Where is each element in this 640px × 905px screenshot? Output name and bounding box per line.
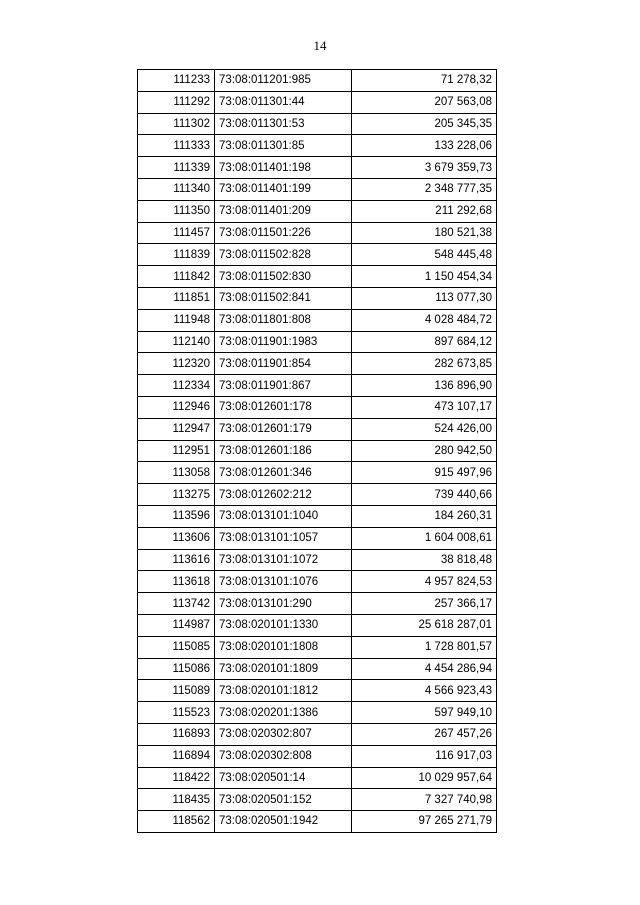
table-row [138, 113, 497, 135]
cadastral-value-cell: 113 077,30 [352, 287, 497, 309]
cadastral-value-cell: 136 896,90 [352, 375, 497, 397]
cadastral-value-cell: 116 917,03 [352, 745, 497, 767]
cadastral-number-cell: 73:08:013101:1076 [215, 571, 352, 593]
object-id-cell: 113058 [138, 462, 215, 484]
cadastral-value-cell: 597 949,10 [352, 702, 497, 724]
object-id-cell: 111339 [138, 157, 215, 179]
cadastral-value-cell: 205 345,35 [352, 113, 497, 135]
cadastral-value-cell: 280 942,50 [352, 440, 497, 462]
cadastral-number-cell: 73:08:020101:1809 [215, 658, 352, 680]
table-row [138, 287, 497, 309]
table-row [138, 702, 497, 724]
cadastral-number-cell: 73:08:020501:1942 [215, 811, 352, 833]
object-id-cell: 111340 [138, 178, 215, 200]
cadastral-number-cell: 73:08:011502:828 [215, 244, 352, 266]
object-id-cell: 118562 [138, 811, 215, 833]
table-row [138, 571, 497, 593]
cadastral-value-cell: 282 673,85 [352, 353, 497, 375]
cadastral-value-cell: 71 278,32 [352, 70, 497, 92]
table-row [138, 811, 497, 833]
cadastral-value-cell: 133 228,06 [352, 135, 497, 157]
object-id-cell: 118422 [138, 767, 215, 789]
table-body [138, 70, 497, 833]
cadastral-value-cell: 207 563,08 [352, 91, 497, 113]
object-id-cell: 111302 [138, 113, 215, 135]
cadastral-value-cell: 211 292,68 [352, 200, 497, 222]
cadastral-number-cell: 73:08:011301:44 [215, 91, 352, 113]
cadastral-value-cell: 1 604 008,61 [352, 527, 497, 549]
cadastral-number-cell: 73:08:020101:1330 [215, 614, 352, 636]
cadastral-number-cell: 73:08:011201:985 [215, 70, 352, 92]
table-row [138, 789, 497, 811]
object-id-cell: 112946 [138, 396, 215, 418]
table-row [138, 222, 497, 244]
object-id-cell: 113275 [138, 484, 215, 506]
table-row [138, 745, 497, 767]
object-id-cell: 115089 [138, 680, 215, 702]
table-row [138, 614, 497, 636]
cadastral-value-cell: 97 265 271,79 [352, 811, 497, 833]
cadastral-value-cell: 180 521,38 [352, 222, 497, 244]
object-id-cell: 111948 [138, 309, 215, 331]
object-id-cell: 112334 [138, 375, 215, 397]
cadastral-number-cell: 73:08:011301:53 [215, 113, 352, 135]
object-id-cell: 111839 [138, 244, 215, 266]
table-row [138, 658, 497, 680]
cadastral-value-cell: 10 029 957,64 [352, 767, 497, 789]
object-id-cell: 111842 [138, 266, 215, 288]
object-id-cell: 112947 [138, 418, 215, 440]
table-row [138, 309, 497, 331]
cadastral-number-cell: 73:08:011401:199 [215, 178, 352, 200]
object-id-cell: 113596 [138, 505, 215, 527]
cadastral-number-cell: 73:08:012601:179 [215, 418, 352, 440]
object-id-cell: 116894 [138, 745, 215, 767]
table-row [138, 70, 497, 92]
object-id-cell: 114987 [138, 614, 215, 636]
cadastral-number-cell: 73:08:011502:830 [215, 266, 352, 288]
table-row [138, 767, 497, 789]
object-id-cell: 111333 [138, 135, 215, 157]
table-row [138, 91, 497, 113]
cadastral-value-cell: 1 150 454,34 [352, 266, 497, 288]
cadastral-value-table [137, 69, 497, 833]
cadastral-value-cell: 4 566 923,43 [352, 680, 497, 702]
cadastral-value-cell: 4 454 286,94 [352, 658, 497, 680]
object-id-cell: 113618 [138, 571, 215, 593]
table-row [138, 353, 497, 375]
object-id-cell: 112140 [138, 331, 215, 353]
cadastral-number-cell: 73:08:013101:1057 [215, 527, 352, 549]
object-id-cell: 118435 [138, 789, 215, 811]
table-row [138, 396, 497, 418]
table-row [138, 331, 497, 353]
cadastral-value-cell: 473 107,17 [352, 396, 497, 418]
object-id-cell: 112320 [138, 353, 215, 375]
cadastral-number-cell: 73:08:011801:808 [215, 309, 352, 331]
object-id-cell: 111292 [138, 91, 215, 113]
table-row [138, 462, 497, 484]
object-id-cell: 112951 [138, 440, 215, 462]
cadastral-number-cell: 73:08:012601:186 [215, 440, 352, 462]
cadastral-value-cell: 915 497,96 [352, 462, 497, 484]
cadastral-value-cell: 897 684,12 [352, 331, 497, 353]
table-row [138, 157, 497, 179]
object-id-cell: 116893 [138, 723, 215, 745]
table-row [138, 484, 497, 506]
cadastral-number-cell: 73:08:013101:1040 [215, 505, 352, 527]
cadastral-value-cell: 4 028 484,72 [352, 309, 497, 331]
cadastral-number-cell: 73:08:012601:346 [215, 462, 352, 484]
table-row [138, 266, 497, 288]
cadastral-value-cell: 257 366,17 [352, 593, 497, 615]
table-row [138, 680, 497, 702]
cadastral-number-cell: 73:08:020101:1808 [215, 636, 352, 658]
cadastral-number-cell: 73:08:020201:1386 [215, 702, 352, 724]
table-row [138, 636, 497, 658]
cadastral-value-cell: 524 426,00 [352, 418, 497, 440]
table-row [138, 549, 497, 571]
cadastral-value-cell: 3 679 359,73 [352, 157, 497, 179]
object-id-cell: 113606 [138, 527, 215, 549]
cadastral-number-cell: 73:08:012602:212 [215, 484, 352, 506]
cadastral-number-cell: 73:08:011301:85 [215, 135, 352, 157]
cadastral-number-cell: 73:08:011401:209 [215, 200, 352, 222]
cadastral-value-cell: 184 260,31 [352, 505, 497, 527]
object-id-cell: 115085 [138, 636, 215, 658]
object-id-cell: 115523 [138, 702, 215, 724]
cadastral-value-cell: 1 728 801,57 [352, 636, 497, 658]
cadastral-value-cell: 7 327 740,98 [352, 789, 497, 811]
cadastral-value-cell: 267 457,26 [352, 723, 497, 745]
cadastral-value-cell: 548 445,48 [352, 244, 497, 266]
object-id-cell: 113616 [138, 549, 215, 571]
table-row [138, 593, 497, 615]
cadastral-number-cell: 73:08:011502:841 [215, 287, 352, 309]
cadastral-number-cell: 73:08:020302:807 [215, 723, 352, 745]
cadastral-number-cell: 73:08:020302:808 [215, 745, 352, 767]
cadastral-number-cell: 73:08:012601:178 [215, 396, 352, 418]
object-id-cell: 113742 [138, 593, 215, 615]
table-row [138, 135, 497, 157]
page-number: 14 [313, 38, 327, 53]
cadastral-number-cell: 73:08:011501:226 [215, 222, 352, 244]
table-row [138, 527, 497, 549]
cadastral-value-cell: 4 957 824,53 [352, 571, 497, 593]
cadastral-value-cell: 25 618 287,01 [352, 614, 497, 636]
table-row [138, 200, 497, 222]
cadastral-number-cell: 73:08:011401:198 [215, 157, 352, 179]
cadastral-value-cell: 38 818,48 [352, 549, 497, 571]
cadastral-number-cell: 73:08:013101:1072 [215, 549, 352, 571]
cadastral-number-cell: 73:08:020501:14 [215, 767, 352, 789]
object-id-cell: 111233 [138, 70, 215, 92]
object-id-cell: 115086 [138, 658, 215, 680]
table-row [138, 178, 497, 200]
cadastral-number-cell: 73:08:020501:152 [215, 789, 352, 811]
table-row [138, 723, 497, 745]
table-row [138, 505, 497, 527]
table-row [138, 375, 497, 397]
cadastral-number-cell: 73:08:011901:867 [215, 375, 352, 397]
object-id-cell: 111350 [138, 200, 215, 222]
object-id-cell: 111851 [138, 287, 215, 309]
table-row [138, 244, 497, 266]
cadastral-number-cell: 73:08:011901:1983 [215, 331, 352, 353]
cadastral-value-cell: 2 348 777,35 [352, 178, 497, 200]
cadastral-number-cell: 73:08:020101:1812 [215, 680, 352, 702]
table-row [138, 440, 497, 462]
table-row [138, 418, 497, 440]
cadastral-value-cell: 739 440,66 [352, 484, 497, 506]
cadastral-number-cell: 73:08:013101:290 [215, 593, 352, 615]
cadastral-number-cell: 73:08:011901:854 [215, 353, 352, 375]
object-id-cell: 111457 [138, 222, 215, 244]
